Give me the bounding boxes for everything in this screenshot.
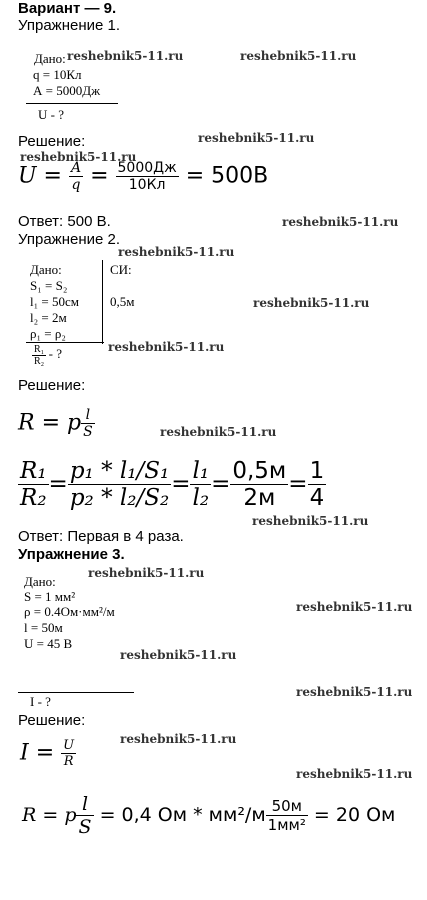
watermark: reshebnik5-11.ru [160,425,277,439]
ex3-given-label: Дано: [24,574,56,589]
ex2-given-4: ρ₁ = ρ₂ [30,326,66,341]
var-p: p [67,410,82,436]
denominator: R₂ [20,485,47,511]
watermark: reshebnik5-11.ru [282,215,399,229]
ex1-given-label: Дано: [34,51,66,66]
ex2-find [32,344,62,367]
numerator: 5000Дж [117,160,177,176]
result: 500В [211,163,269,189]
numerator: R₁ [20,458,47,484]
value: = 0,4 Ом * мм²/м [99,804,266,826]
var-u: U [18,163,37,189]
fraction [230,458,288,511]
watermark: reshebnik5-11.ru [88,566,205,580]
fraction [69,160,83,193]
watermark: reshebnik5-11.ru [67,49,184,63]
ex3-formula-1: I = $\frac{U}{R}$ [20,738,75,769]
numerator: l [85,407,91,423]
fraction [81,407,95,440]
watermark: reshebnik5-11.ru [240,49,357,63]
ex1-given-a: А = 5000Дж [33,83,101,98]
exercise-2-title: Упражнение 2. [18,231,121,248]
fraction [18,458,49,511]
ex3-given-2: ρ = 0.4Ом·мм²/м [24,604,115,619]
result: = 20 Ом [313,804,396,826]
page-title: Вариант — 9. [18,0,117,17]
denominator: 10Кл [116,176,179,193]
ex3-given-1: S = 1 мм² [24,589,76,604]
watermark: reshebnik5-11.ru [120,648,237,662]
ex2-si-value: 0,5м [110,294,135,309]
ex2-answer: Ответ: Первая в 4 раза. [18,528,184,545]
fraction [308,458,327,511]
ex1-solution-label: Решение: [18,133,86,150]
ex3-solution-label: Решение: [18,712,86,729]
given-divider [26,103,118,104]
fraction [61,738,76,769]
given-divider [18,692,134,693]
find-suffix: - ? [48,345,63,361]
ex3-given-4: U = 45 В [24,636,73,651]
ex1-find: U - ? [38,107,64,122]
denominator: q [69,176,83,193]
fraction [76,793,93,838]
numerator: 50м [271,797,302,815]
watermark: reshebnik5-11.ru [252,514,369,528]
denominator: p₂ * l₂/S₂ [69,485,170,511]
denominator: l₂ [192,485,210,511]
ex1-formula: U = $\frac{A}{q}$ = $\frac{5000Дж}{10Кл}$ = 500В [18,160,269,193]
numerator: A [70,160,82,176]
denominator: 1мм² [267,816,306,834]
fraction [68,458,171,511]
numerator: U [63,738,75,753]
ex2-given-label: Дано: [30,262,62,277]
watermark: reshebnik5-11.ru [253,296,370,310]
numerator: 0,5м [232,458,287,484]
watermark: reshebnik5-11.ru [120,732,237,746]
ex1-given-q: q = 10Кл [33,67,82,82]
si-divider [102,260,103,344]
ex2-formula-2: $\frac{\text{R₁}}{\text{R₂}}$ = $\frac{\text{p₁ * l₁/S₁}}{\text{p₂ * l₂/S₂}}$ = $\frac{\text{l₁}}{\text{l₂}}$ = $\frac{0,5м}{2м}$ = $\frac{1}{4}$ [20,458,325,511]
var-i: I [20,740,29,766]
fraction [190,458,211,511]
numerator: R₁ [34,344,45,355]
ex2-given-1: S₁ = S₂ [30,278,68,293]
ex1-answer: Ответ: 500 В. [18,213,111,230]
exercise-1-title: Упражнение 1. [18,17,121,34]
watermark: reshebnik5-11.ru [20,150,137,164]
ex2-given-3: l₂ = 2м [30,310,67,325]
ex2-given-2: l₁ = 50см [30,294,79,309]
denominator: S [78,816,92,838]
ex2-solution-label: Решение: [18,377,86,394]
ex3-find: I - ? [30,694,51,709]
denominator: 4 [309,485,325,511]
numerator: p₁ * l₁/S₁ [69,458,170,484]
ex3-formula-2: R = p $\frac{l}{S}$ = 0,4 Ом * мм²/м $\frac{50м}{\text{1мм²}}$ = 20 Ом [22,793,396,838]
denominator: R [61,753,76,769]
ex3-given-3: l = 50м [24,620,63,635]
watermark: reshebnik5-11.ru [296,600,413,614]
watermark: reshebnik5-11.ru [118,245,235,259]
denominator: 2м [230,484,288,511]
denominator: S [83,424,93,440]
ex2-si-label: СИ: [110,262,132,277]
watermark: reshebnik5-11.ru [198,131,315,145]
watermark: reshebnik5-11.ru [296,767,413,781]
watermark: reshebnik5-11.ru [296,685,413,699]
fraction [32,344,46,367]
given-divider [26,342,104,343]
var-r: R [18,410,35,436]
numerator: 1 [309,458,325,484]
var-r: R [22,804,37,826]
fraction [116,160,179,193]
var-p: p [64,804,77,826]
numerator: l₁ [192,458,210,484]
ex2-formula-1: R = p $\frac{l}{S}$ [18,407,93,440]
denominator: R₂ [34,356,45,367]
numerator: l [81,793,89,815]
fraction [266,797,308,834]
exercise-3-title: Упражнение 3. [18,546,125,563]
watermark: reshebnik5-11.ru [108,340,225,354]
